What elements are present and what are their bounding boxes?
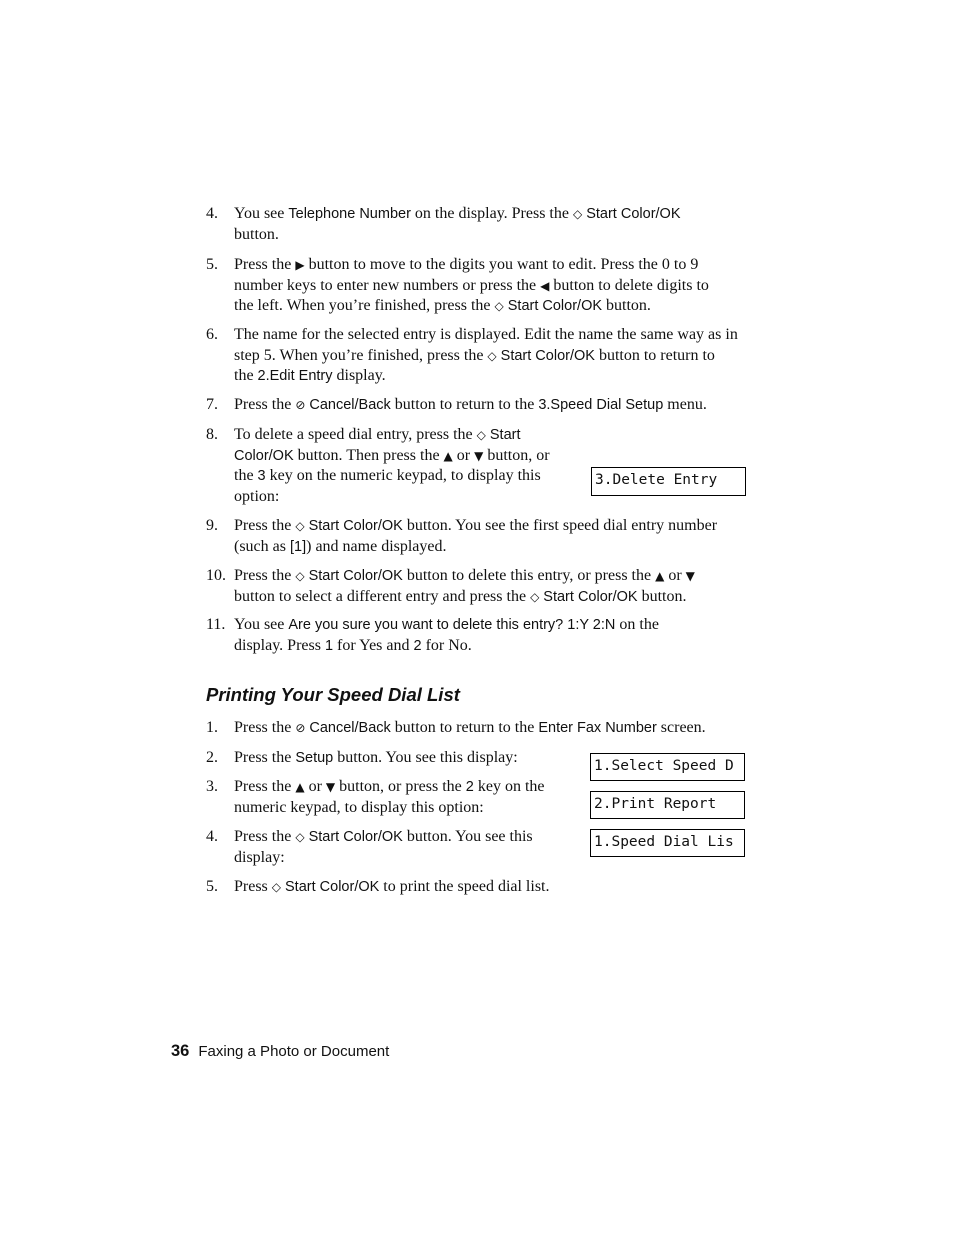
text: Press the	[234, 778, 296, 795]
ui-term: Start Color/OK	[308, 518, 403, 534]
cancel-icon: ⊘	[295, 721, 306, 735]
step-number: 10.	[206, 567, 226, 584]
text: Press the	[234, 749, 296, 766]
text: the	[234, 367, 258, 384]
text: key on the	[473, 778, 545, 795]
text: or	[664, 567, 686, 584]
lcd-delete-entry: 3.Delete Entry	[591, 467, 746, 496]
text: button. You see the first speed dial entry number	[402, 517, 718, 534]
text: button to return to the	[390, 396, 539, 413]
lcd-select-speed-dial: 1.Select Speed D	[590, 753, 745, 781]
print-step-2	[206, 748, 576, 770]
step-number: 3.	[206, 778, 218, 795]
text: button to delete this entry, or press the	[402, 567, 656, 584]
step-number: 9.	[206, 517, 218, 534]
text: to print the speed dial list.	[379, 878, 550, 895]
ui-term: Setup	[295, 750, 334, 766]
text: screen.	[656, 719, 706, 736]
text: key on the numeric keypad, to display this	[265, 467, 541, 484]
print-step-3	[206, 777, 576, 819]
ui-term: Start Color/OK	[500, 347, 595, 364]
step-7	[206, 395, 766, 417]
text: button to return to the	[390, 719, 539, 736]
down-arrow-icon: ▼	[685, 569, 695, 583]
text: button. You see this	[402, 828, 533, 845]
text: button, or press the	[335, 778, 466, 795]
ui-term: 2	[413, 637, 422, 654]
page-footer	[171, 1042, 389, 1061]
text: You see	[234, 205, 289, 222]
start-diamond-icon: ◇	[494, 299, 504, 313]
chapter-title: Faxing a Photo or Document	[198, 1043, 390, 1060]
text: Press the	[234, 256, 296, 273]
up-arrow-icon: ▲	[295, 780, 305, 794]
step-4	[206, 204, 766, 246]
text: Press the	[234, 567, 296, 584]
text: or	[304, 778, 326, 795]
step-6	[206, 325, 766, 387]
print-step-1	[206, 718, 766, 740]
left-arrow-icon: ◀	[540, 278, 550, 293]
text: Press the	[234, 517, 296, 534]
text: option:	[234, 487, 280, 505]
ui-term: Start Color/OK	[543, 588, 638, 605]
text: Press the	[234, 396, 296, 413]
down-arrow-icon: ▼	[474, 448, 484, 463]
text: menu.	[663, 396, 707, 413]
page-number: 36	[171, 1042, 190, 1060]
text: number keys to enter new numbers or press the	[234, 276, 541, 294]
step-5	[206, 255, 766, 317]
ui-term: Are you sure you want to delete this entry? 1:Y 2:N	[288, 617, 616, 633]
ui-term: 3.Speed Dial Setup	[538, 397, 664, 413]
text: display. Press	[234, 636, 325, 654]
ui-term: Telephone Number	[288, 206, 411, 222]
text: on the	[615, 616, 659, 633]
step-number: 11.	[206, 616, 226, 633]
start-diamond-icon: ◇	[572, 207, 583, 221]
text: ) and name displayed.	[306, 537, 447, 555]
text: display:	[234, 848, 285, 866]
ui-term: [1]	[289, 538, 307, 555]
start-diamond-icon: ◇	[530, 589, 540, 604]
start-diamond-icon: ◇	[487, 348, 497, 363]
step-number: 4.	[206, 828, 218, 845]
step-9	[206, 516, 766, 558]
step-number: 1.	[206, 719, 218, 736]
text: Press	[234, 878, 272, 895]
text: To delete a speed dial entry, press the	[234, 426, 477, 443]
start-diamond-icon: ◇	[295, 569, 305, 583]
text: Press the	[234, 828, 296, 845]
ui-term: Cancel/Back	[309, 397, 391, 413]
text: button.	[602, 297, 651, 314]
text: (such as	[234, 537, 290, 555]
ui-term: Start Color/OK	[308, 829, 403, 845]
text: numeric keypad, to display this option:	[234, 798, 484, 816]
text: The name for the selected entry is displayed. Edit the name the same way as in	[234, 326, 738, 343]
ui-term: Color/OK	[234, 447, 294, 464]
start-diamond-icon: ◇	[271, 880, 282, 894]
text: button, or	[483, 446, 550, 464]
step-number: 5.	[206, 256, 218, 273]
text: You see	[234, 616, 289, 633]
text: for Yes and	[333, 636, 414, 654]
text: button. Then press the	[293, 446, 444, 464]
ui-term: Start Color/OK	[308, 568, 403, 584]
ui-term: Enter Fax Number	[538, 720, 657, 736]
ui-term: 1	[324, 637, 334, 654]
ui-term: Start Color/OK	[586, 206, 681, 222]
step-number: 2.	[206, 749, 218, 766]
text: button to select a different entry and press the	[234, 587, 531, 605]
text: button.	[637, 587, 687, 605]
step-11	[206, 615, 766, 657]
text: button to delete digits to	[549, 276, 709, 294]
step-10	[206, 566, 766, 608]
up-arrow-icon: ▲	[443, 448, 453, 463]
section-title: Printing Your Speed Dial List	[206, 684, 460, 705]
cancel-icon: ⊘	[295, 398, 306, 412]
step-number: 5.	[206, 878, 218, 895]
start-diamond-icon: ◇	[295, 830, 305, 844]
step-number: 6.	[206, 326, 218, 343]
ui-term: 3	[257, 468, 266, 484]
text: display.	[332, 367, 386, 384]
lcd-speed-dial-list: 1.Speed Dial Lis	[590, 829, 745, 857]
ui-term: Start	[489, 427, 521, 443]
text: button to return to	[594, 346, 715, 364]
text: step 5. When you’re finished, press the	[234, 346, 488, 364]
text: button.	[234, 225, 279, 243]
text: the left. When you’re finished, press the	[234, 297, 495, 314]
step-number: 4.	[206, 205, 218, 222]
ui-term: 2	[465, 779, 474, 795]
text: for No.	[421, 636, 472, 654]
print-step-4	[206, 827, 576, 869]
down-arrow-icon: ▼	[325, 780, 336, 794]
ui-term: 2.Edit Entry	[257, 368, 333, 384]
ui-term: Cancel/Back	[309, 720, 391, 736]
text: on the display. Press the	[410, 205, 573, 222]
start-diamond-icon: ◇	[295, 519, 305, 533]
up-arrow-icon: ▲	[655, 569, 665, 583]
step-8	[206, 425, 586, 507]
start-diamond-icon: ◇	[476, 428, 486, 442]
step-number: 8.	[206, 426, 218, 443]
lcd-print-report: 2.Print Report	[590, 791, 745, 819]
text: button. You see this display:	[333, 749, 518, 766]
ui-term: Start Color/OK	[507, 298, 603, 314]
text: Press the	[234, 719, 296, 736]
text: the	[234, 467, 258, 484]
text: or	[452, 446, 475, 464]
print-step-5	[206, 877, 766, 899]
right-arrow-icon: ▶	[295, 258, 305, 272]
ui-term: Start Color/OK	[285, 879, 380, 895]
text: button to move to the digits you want to edit. Press the 0 to 9	[304, 256, 699, 273]
step-number: 7.	[206, 396, 218, 413]
